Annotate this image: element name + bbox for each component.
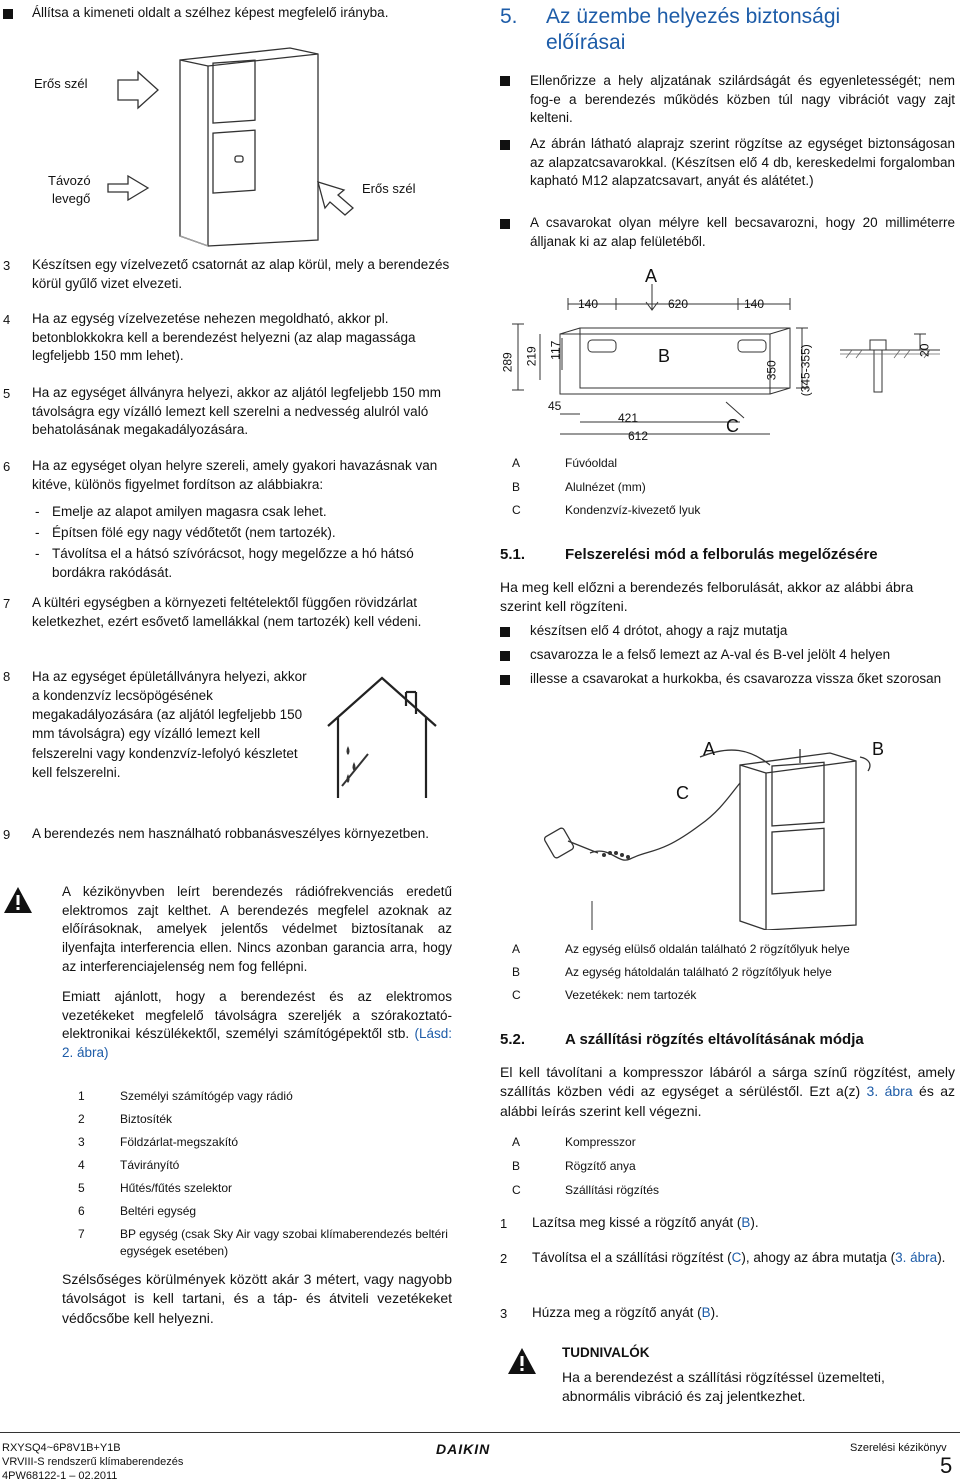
step-text bbox=[532, 1214, 952, 1233]
strong-wind-label-2: Erős szél bbox=[362, 181, 416, 196]
dim-value: 421 bbox=[618, 411, 639, 425]
dim-value: 620 bbox=[668, 297, 689, 311]
subsection-number: 5.2. bbox=[500, 1031, 526, 1048]
warning-icon bbox=[3, 886, 33, 914]
dim-value: 117 bbox=[548, 340, 563, 360]
s52-legend-key: B bbox=[512, 1159, 521, 1173]
ref-link[interactable]: B bbox=[741, 1215, 751, 1230]
bullet-text: csavarozza le a felső lemezt az A-val és B-vel jelölt 4 helyen bbox=[530, 647, 891, 662]
bullet-square bbox=[500, 627, 510, 637]
snow-dash: - bbox=[35, 546, 40, 561]
legend-number: 3 bbox=[78, 1135, 85, 1149]
dim-value: 350 bbox=[764, 360, 779, 381]
bullet-square bbox=[500, 651, 510, 661]
s52-legend-text: Szállítási rögzítés bbox=[565, 1183, 660, 1197]
intro-text: El kell távolítani a kompresszor lábáról a sárga színű rögzítést, amely szállítás közben védi az egységet a sérüléstől. Ezt a(z) bbox=[500, 1064, 955, 1100]
dim-label-c: C bbox=[726, 416, 739, 436]
legend-number: 4 bbox=[78, 1158, 85, 1172]
item-text: Készítsen egy vízelvezető csatornát az alap körül, mely a berendezés körül gyűlő vizet elvezeti. bbox=[32, 257, 450, 291]
fig-legend-text: Kondenzvíz-kivezető lyuk bbox=[565, 503, 701, 517]
bullet-text: illesse a csavarokat a hurkokba, és csavarozza vissza őket szorosan bbox=[530, 671, 942, 686]
legend-number: 7 bbox=[78, 1227, 85, 1241]
warning-paragraph: A kézikönyvben leírt berendezés rádiófrekvenciás eredetű elektromos zajt kelthet. A berendezés megfelel azoknak az előírásoknak, amelyek jelentős védelmet biztosítanak az ilyenfajta interferencia ellen. Nincs azonban garancia arra, hogy az interferenciajelenség nem fog fellépni. bbox=[62, 884, 452, 974]
subsection-intro bbox=[500, 1063, 955, 1121]
snow-point: Építsen fölé egy nagy védőtetőt (nem tartozék). bbox=[52, 525, 336, 540]
step-text-part: ). bbox=[750, 1215, 759, 1230]
item-text: Ha az egységet épületállványra helyezi, akkor a kondenzvíz lecsöpögésének megakadályozására (az aljától legfeljebb 150 mm távolságra) egy vízálló lemezt kell felszerelni vagy kondenzvíz-lefolyó készletet kell felszerelni. bbox=[32, 669, 307, 780]
legend-number: 6 bbox=[78, 1204, 85, 1218]
snow-dash: - bbox=[35, 504, 40, 519]
item-number: 4 bbox=[3, 312, 11, 327]
dim-value: 219 bbox=[524, 346, 539, 367]
item-number: 7 bbox=[3, 596, 11, 611]
figure-reference-link[interactable]: 3. ábra bbox=[895, 1250, 938, 1265]
foundation-dimension-figure bbox=[500, 262, 955, 452]
dim-value: 45 bbox=[548, 399, 562, 413]
step-text bbox=[532, 1249, 952, 1268]
step-number: 2 bbox=[500, 1251, 508, 1266]
notice-text: Ha a berendezést a szállítási rögzítéssel üzemelteti, abnormális vibráció és zaj jelentkezhet. bbox=[562, 1369, 885, 1405]
item-number: 5 bbox=[3, 386, 11, 401]
legend-text: Beltéri egység bbox=[120, 1204, 197, 1218]
figure-reference-link[interactable]: 3. ábra bbox=[866, 1083, 913, 1100]
fig3-legend-text: Az egység hátoldalán található 2 rögzítőlyuk helye bbox=[565, 965, 832, 979]
bullet-text: készítsen elő 4 drótot, ahogy a rajz mutatja bbox=[530, 623, 788, 638]
subsection-number: 5.1. bbox=[500, 546, 526, 563]
footer-doc-number: 4PW68122-1 – 02.2011 bbox=[2, 1470, 118, 1482]
legend-number: 2 bbox=[78, 1112, 85, 1126]
step-text-part: ). bbox=[710, 1305, 719, 1320]
step-text-part: ), ahogy az ábra mutatja ( bbox=[741, 1250, 896, 1265]
item-text: A kültéri egységben a környezeti feltételektől függően rövidzárlat keletkezhet, ezért esővető lamellákkal (nem tartozék) kell védeni. bbox=[32, 595, 422, 629]
bullet-square bbox=[500, 76, 510, 86]
step-text bbox=[532, 1304, 952, 1323]
section-title: Az üzembe helyezés biztonsági bbox=[546, 5, 841, 28]
item-number: 9 bbox=[3, 827, 11, 842]
fig3-legend-key: C bbox=[512, 988, 521, 1002]
fig3-legend-text: Vezetékek: nem tartozék bbox=[565, 988, 697, 1002]
legend-text: Személyi számítógép vagy rádió bbox=[120, 1089, 293, 1103]
bullet-square bbox=[500, 140, 510, 150]
subsection-intro: Ha meg kell előzni a berendezés felborulását, akkor az alábbi ábra szerint kell rögzíteni. bbox=[500, 579, 914, 615]
step-text-part: Távolítsa el a szállítási rögzítést ( bbox=[532, 1250, 732, 1265]
snow-point: Emelje az alapot amilyen magasra csak lehet. bbox=[52, 504, 327, 519]
s52-legend-key: A bbox=[512, 1135, 521, 1149]
fig3-label-b: B bbox=[872, 739, 885, 759]
dim-value: 289 bbox=[500, 352, 515, 373]
bullet-square bbox=[500, 219, 510, 229]
bullet-text: A csavarokat olyan mélyre kell becsavarozni, hogy 20 milliméterre álljanak ki az alap felületéből. bbox=[530, 215, 955, 249]
step-text-part: Húzza meg a rögzítő anyát ( bbox=[532, 1305, 702, 1320]
anti-topple-diagram bbox=[500, 725, 955, 930]
intro-text: Állítsa a kimeneti oldalt a szélhez képest megfelelő irányba. bbox=[32, 5, 389, 20]
legend-text: Földzárlat-megszakító bbox=[120, 1135, 239, 1149]
warning-paragraph bbox=[62, 988, 452, 1063]
intro-text: és az alábbi leírás szerint kell végezni. bbox=[500, 1083, 956, 1119]
dim-value: 20 bbox=[917, 343, 932, 357]
wind-direction-figure bbox=[0, 40, 470, 250]
subsection-title: Felszerelési mód a felborulás megelőzésére bbox=[565, 546, 878, 563]
step-number: 1 bbox=[500, 1216, 508, 1231]
dim-value: 612 bbox=[628, 429, 649, 443]
fig-legend-text: Alulnézet (mm) bbox=[565, 480, 646, 494]
subsection-title: A szállítási rögzítés eltávolításának módja bbox=[565, 1031, 864, 1048]
warning-icon bbox=[507, 1347, 537, 1375]
step-text-part: Lazítsa meg kissé a rögzítő anyát ( bbox=[532, 1215, 742, 1230]
fig3-label-a: A bbox=[703, 739, 716, 759]
s52-legend-key: C bbox=[512, 1183, 521, 1197]
exhaust-label: Távozó bbox=[48, 173, 91, 188]
bullet-square bbox=[500, 675, 510, 685]
strong-wind-label: Erős szél bbox=[34, 76, 88, 91]
dim-label-b: B bbox=[658, 346, 671, 366]
notice-title: TUDNIVALÓK bbox=[562, 1345, 650, 1360]
bullet-text: Az ábrán látható alaprajz szerint rögzítse az egységet biztonságosan az alapzatcsavarokkal. (Készítsen elő 4 db, kereskedelmi forgalomban kapható M12 alapzatcsavart, anyát és alátétet.) bbox=[530, 136, 955, 189]
fig-legend-text: Fúvóoldal bbox=[565, 456, 618, 470]
snow-point: Távolítsa el a hátsó szívórácsot, hogy megelőzze a hó hátsó bordákra rakódását. bbox=[52, 546, 414, 580]
ref-link[interactable]: C bbox=[731, 1250, 742, 1265]
figure-reference-link[interactable]: (Lásd: 2. ábra) bbox=[62, 1026, 452, 1060]
dim-label-a: A bbox=[645, 266, 658, 286]
wind-direction-diagram bbox=[0, 40, 470, 250]
fig3-legend-text: Az egység elülső oldalán található 2 rögzítőlyuk helye bbox=[565, 942, 850, 956]
item-text: A berendezés nem használható robbanásveszélyes környezetben. bbox=[32, 826, 430, 841]
footer-manual-title: Szerelési kézikönyv bbox=[850, 1442, 947, 1454]
footer-model: RXYSQ4~6P8V1B+Y1B bbox=[2, 1442, 121, 1454]
footer-series: VRVIII-S rendszerű klímaberendezés bbox=[2, 1456, 184, 1468]
anti-topple-figure bbox=[500, 725, 955, 930]
brand-logo: DAIKIN bbox=[436, 1441, 491, 1457]
legend-text: Hűtés/fűtés szelektor bbox=[120, 1181, 233, 1195]
page-number: 5 bbox=[940, 1453, 953, 1478]
exhaust-label-2: levegő bbox=[52, 191, 91, 206]
dim-value: 140 bbox=[578, 297, 599, 311]
legend-number: 5 bbox=[78, 1181, 85, 1195]
s52-legend-text: Rögzítő anya bbox=[565, 1159, 636, 1173]
legend-text: Távirányító bbox=[120, 1158, 180, 1172]
fig-legend-key: B bbox=[512, 480, 521, 494]
bullet-text: Ellenőrizze a hely aljzatának szilárdságát és egyenletességét; nem fog-e a berendezés működés közben túl nagy vibrációt vagy zajt kelteni. bbox=[530, 73, 955, 126]
ref-link[interactable]: B bbox=[701, 1305, 711, 1320]
item-text: Ha az egységet állványra helyezi, akkor az aljától legfeljebb 150 mm távolságra egy vízálló lemezt kell szerelni a nedvesség alulról való behatolásának megakadályozására. bbox=[32, 385, 441, 438]
dim-value: 140 bbox=[744, 297, 765, 311]
dim-value: (345-355) bbox=[798, 344, 813, 397]
warning-text: Emiatt ajánlott, hogy a berendezést és az elektromos vezetékeket megfelelő távolságra szereljék a szórakoztató-elektronikai készülékektől, személyi számítógépektől stb. bbox=[62, 989, 452, 1042]
extreme-conditions-text: Szélsőséges körülmények között akár 3 métert, vagy nagyobb távolságot is kell tartani, és a táp- és átviteli vezetékeket védőcsőbe kell helyezni. bbox=[62, 1271, 452, 1326]
fig-legend-key: C bbox=[512, 503, 521, 517]
item-number: 8 bbox=[3, 669, 11, 684]
fig3-legend-key: A bbox=[512, 942, 521, 956]
item-text: Ha az egységet olyan helyre szereli, amely gyakori havazásnak van kitéve, különös figyelmet fordítson az alábbiakra: bbox=[32, 458, 438, 492]
bullet-square bbox=[3, 9, 13, 19]
legend-text: BP egység (csak Sky Air vagy szobai klímaberendezés beltéri egységek esetében) bbox=[120, 1227, 448, 1258]
fig3-legend-key: B bbox=[512, 965, 521, 979]
snow-dash: - bbox=[35, 525, 40, 540]
item-number: 3 bbox=[3, 258, 11, 273]
s52-legend-text: Kompresszor bbox=[565, 1135, 636, 1149]
house-figure bbox=[320, 670, 450, 800]
step-number: 3 bbox=[500, 1306, 508, 1321]
fig-legend-key: A bbox=[512, 456, 521, 470]
section-number: 5. bbox=[500, 5, 518, 28]
item-number: 6 bbox=[3, 459, 11, 474]
fig3-label-c: C bbox=[676, 783, 689, 803]
footer-rule bbox=[0, 1432, 960, 1433]
section-title-line-2: előírásai bbox=[546, 31, 626, 54]
step-text-part: ). bbox=[937, 1250, 946, 1265]
legend-number: 1 bbox=[78, 1089, 85, 1103]
item-text: Ha az egység vízelvezetése nehezen megoldható, akkor pl. betonblokkokra kell a berendezést helyezni (az alap magassága legfeljebb 150 mm lehet). bbox=[32, 311, 416, 364]
legend-text: Biztosíték bbox=[120, 1112, 173, 1126]
